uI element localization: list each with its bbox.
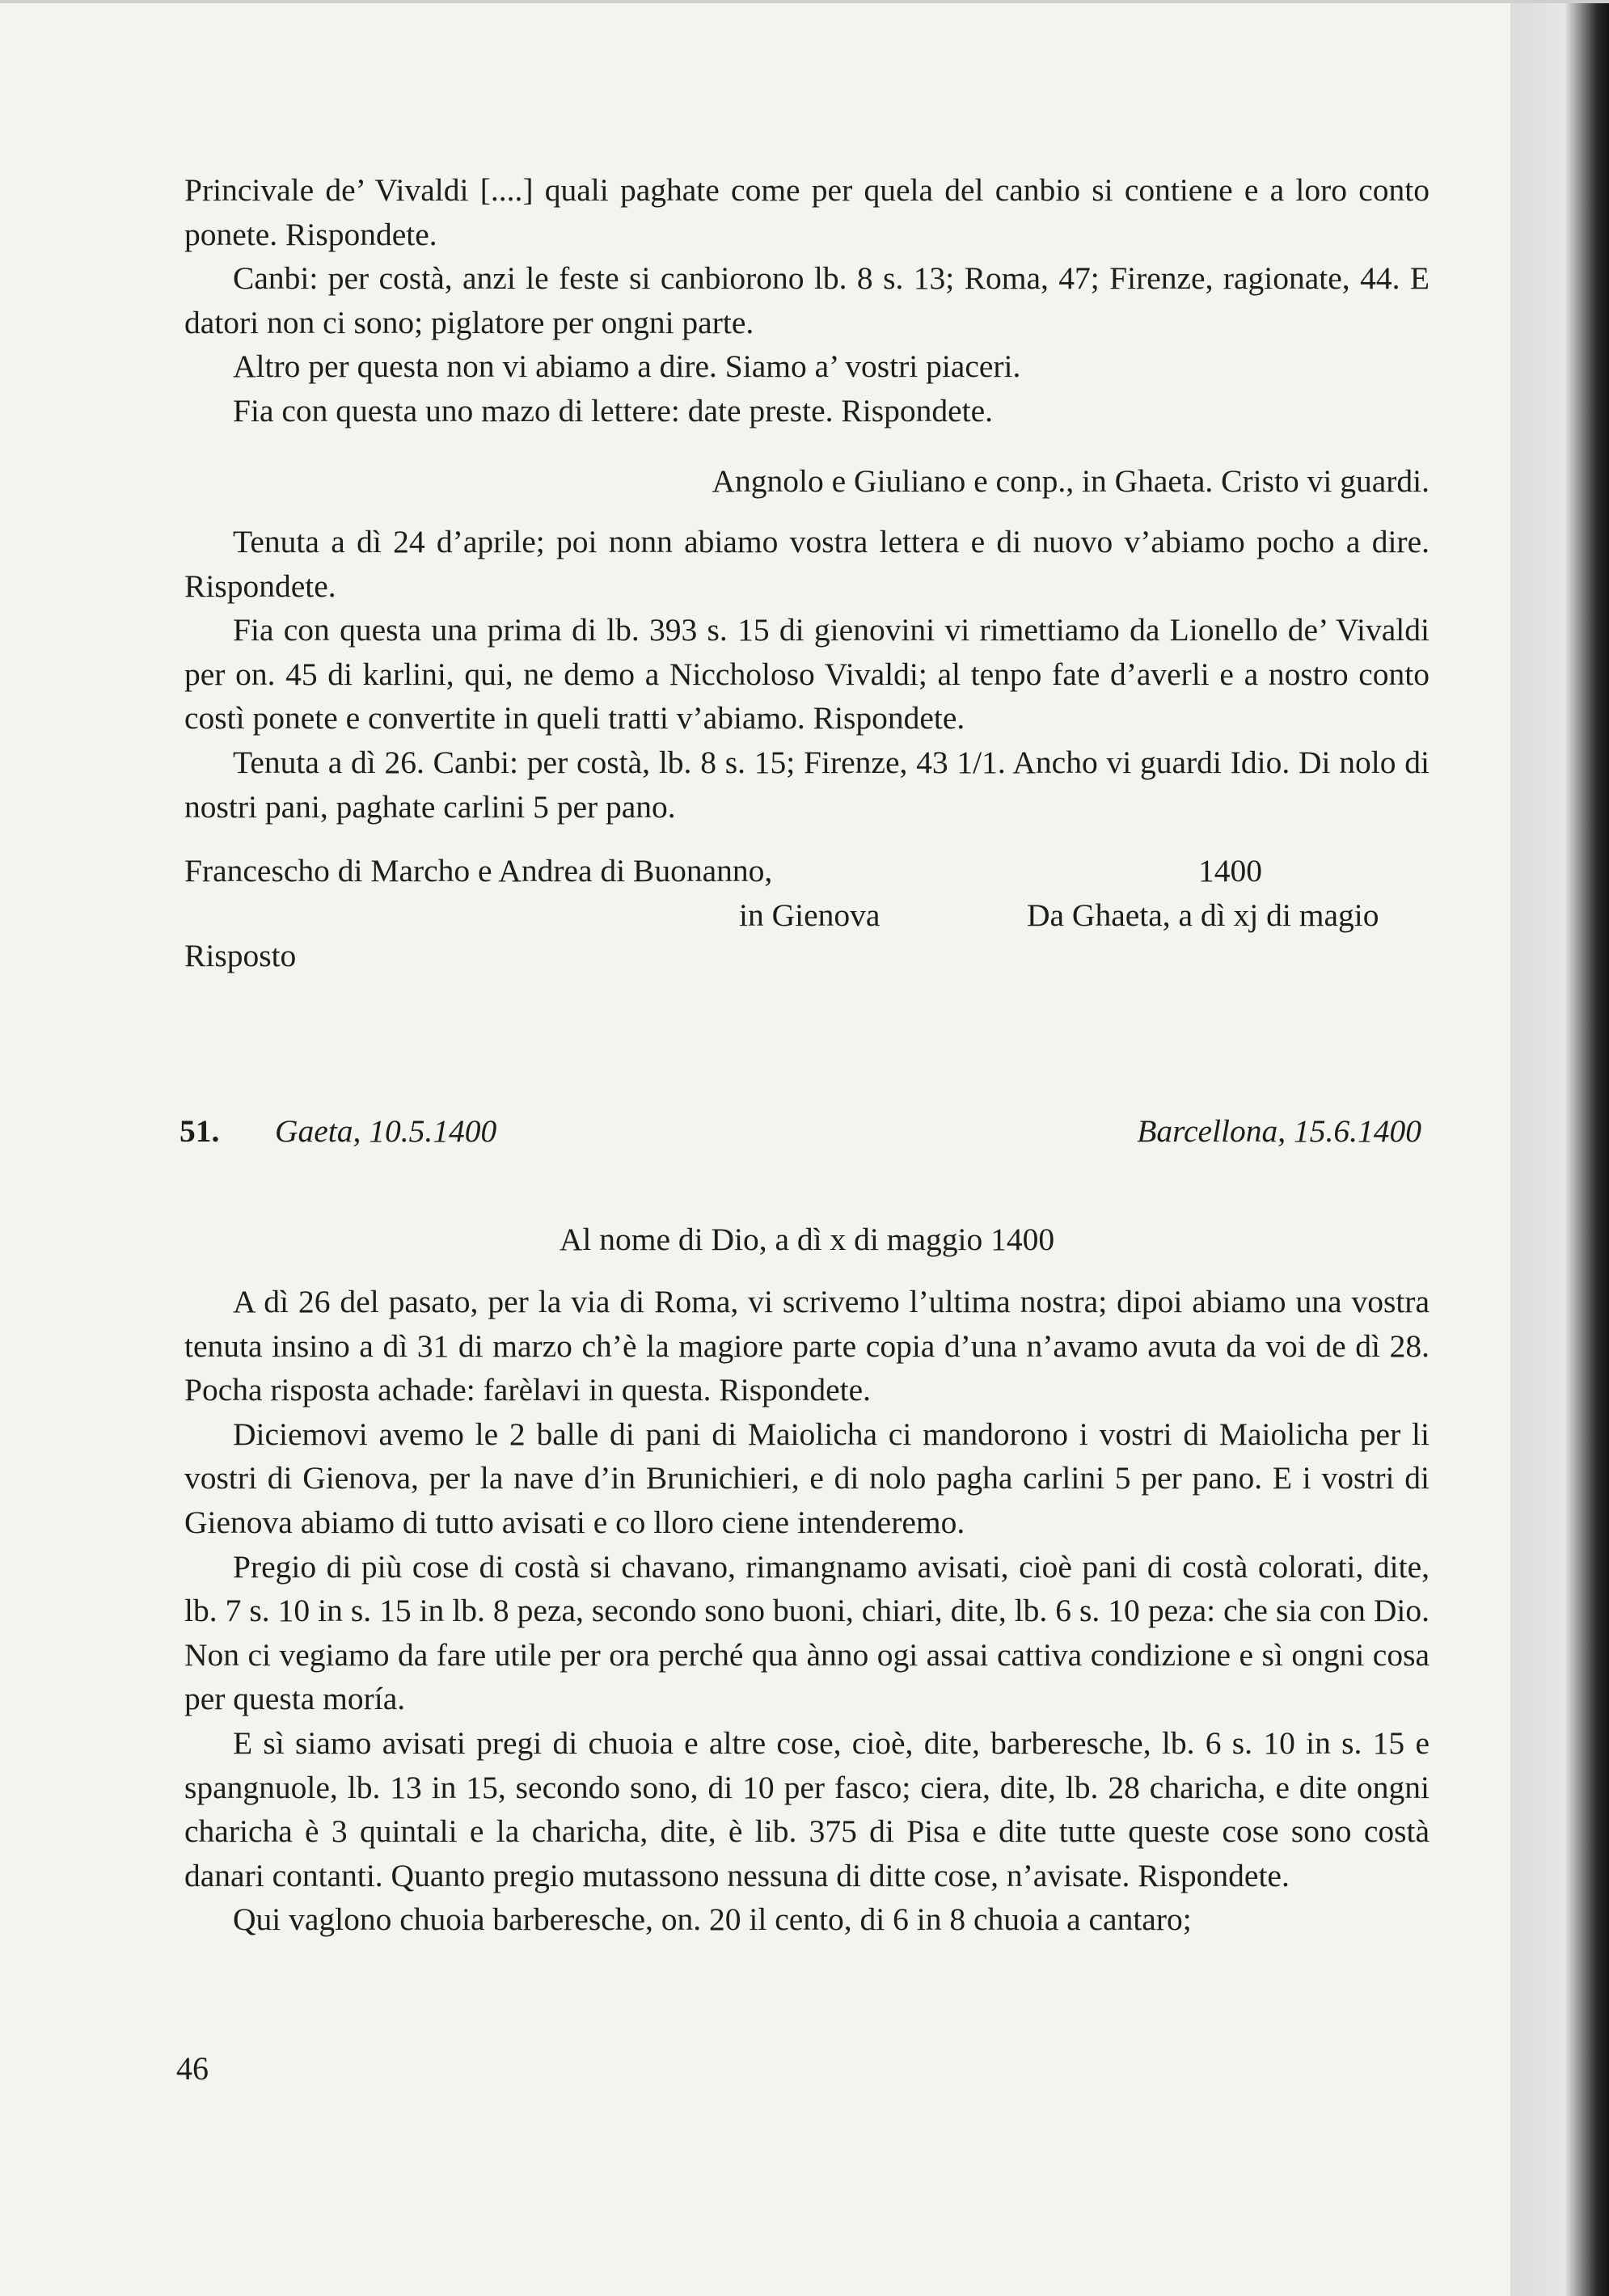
paragraph: E sì siamo avisati pregi di chuoia e altre cose, cioè, dite, barberesche, lb. 6 s. 10 in s. 15 e spangnuole, lb. 13 in 15, secondo sono, di 10 per fasco; ciera, dite, lb. 28 charicha, e dite ongni charicha è 3 quintali e la charicha, dite, è lib. 375 di Pisa e dite tutte queste cose sono costà danari contanti. Quanto pregio mutassono nessuna di ditte cose, n’avisate. Rispondete.	[184, 1724, 1430, 1893]
paragraph: Altro per questa non vi abiamo a dire. Siamo a’ vostri piaceri.	[233, 348, 1021, 385]
letter-destination-date: Barcellona, 15.6.1400	[1137, 1113, 1421, 1149]
letter-number: 51.	[179, 1113, 220, 1149]
scan-edge-shadow	[1510, 0, 1609, 2296]
paragraph: Diciemovi avemo le 2 balle di pani di Maiolicha ci mandorono i vostri di Maiolicha per li vostri di Gienova, per la nave d’in Brunichieri, e di nolo pagha carlini 5 per pano. E i vostri di Gienova abiamo di tutto avisati e co lloro ciene intenderemo.	[184, 1416, 1430, 1540]
paragraph: Tenuta a dì 26. Canbi: per costà, lb. 8 s. 15; Firenze, 43 1/1. Ancho vi guardi Idio. Di nolo di nostri pani, paghate carlini 5 per pano.	[184, 744, 1430, 825]
letter-50-signoff: Angnolo e Giuliano e conp., in Ghaeta. Cristo vi guardi.	[712, 463, 1430, 499]
address-place: in Gienova	[739, 897, 881, 933]
paragraph: Qui vaglono chuoia barberesche, on. 20 il cento, di 6 in 8 chuoia a cantaro;	[233, 1901, 1192, 1938]
scan-top-edge	[0, 0, 1609, 3]
address-recipient: Francescho di Marcho e Andrea di Buonanno,	[184, 853, 773, 888]
address-year: 1400	[1198, 853, 1262, 888]
salutation: Al nome di Dio, a dì x di maggio 1400	[559, 1222, 1055, 1257]
page-number: 46	[176, 2050, 209, 2087]
paragraph: Princivale de’ Vivaldi [....] quali paghate come per quela del canbio si contiene e a loro conto ponete. Rispondete.	[184, 172, 1430, 252]
letter-50-body-a	[184, 168, 1430, 433]
paragraph: Fia con questa uno mazo di lettere: date preste. Rispondete.	[233, 392, 994, 428]
paragraph: Fia con questa una prima di lb. 393 s. 15 di gienovini vi rimettiamo da Lionello de’ Vivaldi per on. 45 di karlini, qui, ne demo a Niccholoso Vivaldi; al tenpo fate d’averli e a nostro conto costì ponete e convertite in queli tratti v’abiamo. Rispondete.	[184, 612, 1430, 736]
letter-50-body-b	[184, 520, 1430, 829]
paragraph: A dì 26 del pasato, per la via di Roma, vi scrivemo l’ultima nostra; dipoi abiamo una vostra tenuta insino a dì 31 di marzo ch’è la magiore parte copia d’una n’avamo avuta da voi de dì 28. Pocha risposta achade: farèlavi in questa. Rispondete.	[184, 1284, 1430, 1408]
letter-origin-date: Gaeta, 10.5.1400	[275, 1113, 497, 1149]
letter-51-body	[184, 1280, 1430, 1942]
paragraph: Pregio di più cose di costà si chavano, rimangnamo avisati, cioè pani di costà colorati, dite, lb. 7 s. 10 in s. 15 in lb. 8 peza, secondo sono buoni, chiari, dite, lb. 6 s. 10 peza: che sia con Dio. Non ci vegiamo da fare utile per ora perché qua ànno ogi assai cattiva condizione e sì ongni cosa per questa moría.	[184, 1548, 1430, 1717]
paragraph: Canbi: per costà, anzi le feste si canbiorono lb. 8 s. 13; Roma, 47; Firenze, ragionate, 44. E datori non ci sono; piglatore per ongni parte.	[184, 260, 1430, 340]
address-origin: Da Ghaeta, a dì xj di magio	[1027, 897, 1379, 933]
address-note: Risposto	[184, 938, 297, 973]
paragraph: Tenuta a dì 24 d’aprile; poi nonn abiamo vostra lettera e di nuovo v’abiamo pocho a dire. Rispondete.	[184, 524, 1430, 604]
